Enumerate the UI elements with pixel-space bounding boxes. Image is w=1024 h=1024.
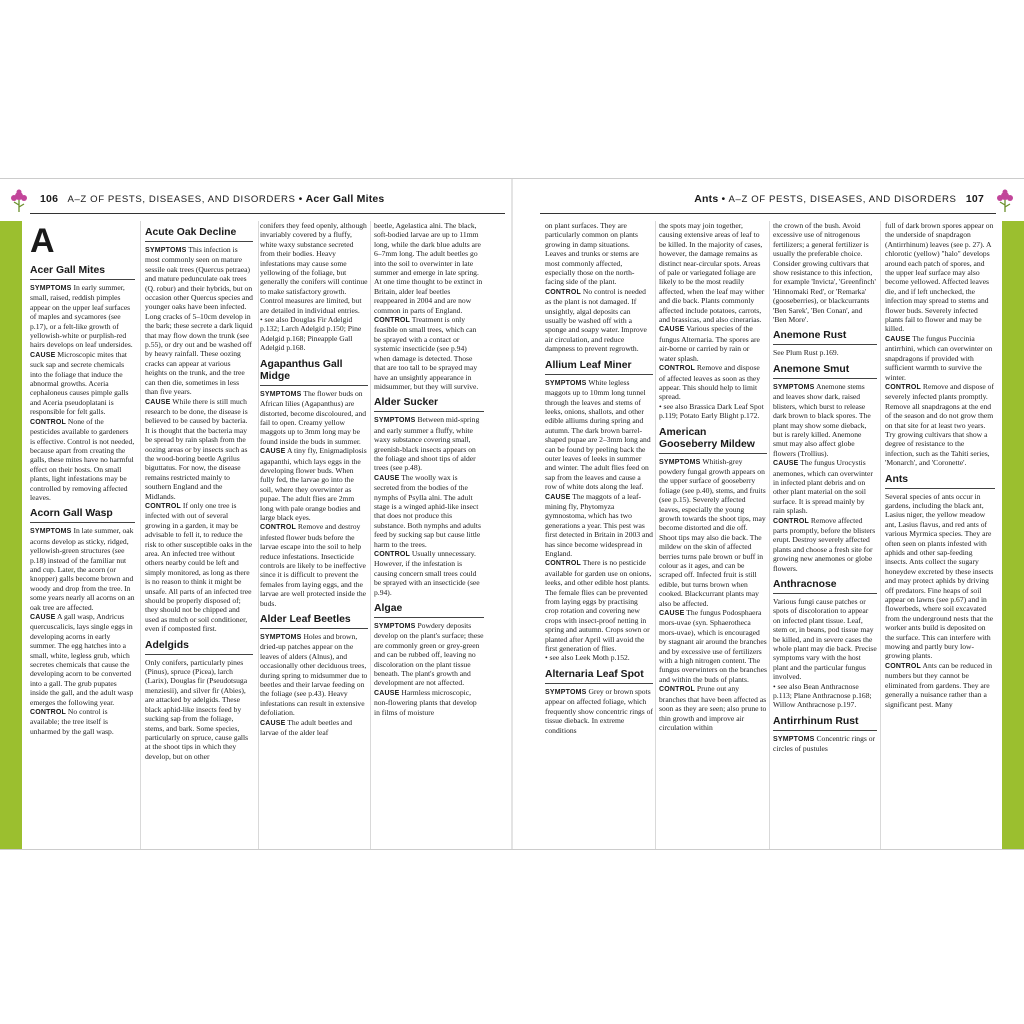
entry-paragraph — [659, 457, 767, 609]
entry-paragraph — [145, 245, 253, 397]
entry-text: Only conifers, particularly pines (Pinus), spruce (Picea), larch (Larix), Douglas fir (Pseudotsuga menziesii), and silver fir (Abies), are attacked by adelgids. These black aphid-like insects feed by sucking sap from the foliage, stems, and bark. Some species, particularly on spruce, cause galls at the shoot tips in which they develop, but on other — [145, 657, 249, 761]
entry-paragraph — [374, 473, 484, 549]
flower-icon — [8, 189, 30, 213]
entry-text: Usually unnecessary. However, if the infestation is causing concern small trees could be sprayed with an insecticide (see p.94). — [374, 549, 480, 597]
entry-paragraph — [145, 501, 253, 634]
entry-paragraph — [30, 283, 135, 350]
entry-paragraph — [260, 522, 368, 608]
right-running-head — [694, 193, 984, 205]
entry-text: full of dark brown spores appear on the underside of snapdragon (Antirrhinum) leaves (see p. 27). A chlorotic (yellow) "halo" develops around each patch of spores, and the upper leaf surface may also become yellowed. Affected leaves die, and if left unchecked, the infection may spread to stems and flower buds. Severely infected plants fail to flower and may be killed. — [885, 221, 994, 334]
entry-label: SYMPTOMS — [374, 417, 416, 425]
entry-paragraph — [374, 688, 484, 717]
entry-text: on plant surfaces. They are particularly common on plants growing in damp situations. Leaves and trunks or stems are most commonly affected, especially those on the north-facing side of the plant. — [545, 221, 639, 287]
book-spread — [0, 178, 1024, 850]
column-7 — [773, 221, 877, 849]
entry-paragraph — [374, 621, 484, 688]
entry-label: CAUSE — [145, 398, 171, 406]
entry-paragraph — [260, 446, 368, 522]
entry-paragraph — [145, 397, 253, 501]
left-page-number: 106 — [40, 193, 59, 205]
entry-heading: Adelgids — [145, 640, 253, 655]
entry-label: CONTROL — [885, 383, 922, 391]
page-gutter — [511, 179, 513, 849]
left-bullet: • — [298, 193, 303, 205]
entry-heading: Acer Gall Mites — [30, 265, 135, 280]
entry-paragraph — [773, 516, 877, 573]
entry-label: CAUSE — [260, 448, 286, 456]
entry-paragraph — [659, 402, 767, 421]
entry-text: Harmless microscopic, non-flowering plants that develop in films of moisture — [374, 687, 477, 717]
entry-heading: Agapanthus Gall Midge — [260, 359, 368, 386]
flower-icon — [994, 189, 1016, 213]
entry-heading: American Gooseberry Mildew — [659, 427, 767, 454]
right-topic: Ants — [694, 193, 719, 205]
entry-paragraph — [545, 378, 653, 492]
entry-label: CAUSE — [374, 474, 400, 482]
entry-heading: Antirrhinum Rust — [773, 716, 877, 731]
entry-paragraph — [885, 334, 995, 382]
entry-text: • see also Brassica Dark Leaf Spot p.119; Potato Early Blight p.172. — [659, 401, 764, 421]
entry-paragraph — [659, 324, 767, 363]
entry-paragraph — [773, 458, 877, 515]
entry-text: Grey or brown spots appear on affected foliage, which frequently show concentric rings of tissue dieback. In extreme conditions — [545, 686, 653, 735]
entry-text: The flower buds on African lilies (Agapanthus) are distorted, become discoloured, and fail to open. Creamy yellow maggots up to 3mm long may be found inside the buds in summer. — [260, 388, 367, 446]
entry-text: The fungus Puccinia antirrhini, which can overwinter on snapdragons if provided with sufficient warmth to survive the winter. — [885, 333, 993, 382]
entry-label: SYMPTOMS — [659, 458, 701, 466]
column-divider — [370, 221, 371, 849]
entry-label: CONTROL — [885, 662, 922, 670]
entry-paragraph — [659, 608, 767, 684]
entry-paragraph — [145, 658, 253, 761]
entry-text: the crown of the bush. Avoid excessive use of nitrogenous fertilizers; a general fertilizer is usually the preferable choice. Consider growing cultivars that show resistance to this infection, for example 'Invicta', 'Greenfinch' 'Hinnomaki Red', or 'Remarka' (gooseberries), or blackcurrants 'Ben Sarek', 'Ben Conan', and 'Ben More'. — [773, 221, 876, 325]
entry-heading: Ants — [885, 474, 995, 489]
entry-paragraph — [773, 734, 877, 754]
column-6 — [659, 221, 767, 849]
entry-label: SYMPTOMS — [30, 285, 72, 292]
entry-text: Remove affected parts promptly, before the blisters erupt. Destroy severely affected plants and choose a fresh site for growing new anemones or globe flowers. — [773, 515, 876, 573]
entry-label: CAUSE — [659, 326, 685, 334]
entry-label: CONTROL — [659, 686, 696, 694]
entry-paragraph — [374, 221, 484, 315]
entry-label: CONTROL — [30, 418, 67, 426]
entry-heading: Alder Leaf Beetles — [260, 614, 368, 629]
entry-paragraph — [374, 549, 484, 597]
entry-text: None of the pesticides available to gardeners is effective. Control is not needed, because apart from creating the galls, these mites have no harmful effect on their hosts. On small plants, light infestations may be controlled by removing affected leaves. — [30, 416, 135, 502]
entry-text: Anemone stems and leaves show dark, raised blisters, which burst to release dark brown to black spores. The plant may show some dieback, but is rarely killed. Anemone smut may also affect globe flowers (Trollius). — [773, 381, 871, 458]
entry-heading: Anthracnose — [773, 579, 877, 594]
entry-label: CONTROL — [260, 524, 297, 532]
entry-paragraph — [30, 417, 135, 503]
entry-paragraph — [773, 221, 877, 324]
entry-text: Remove and destroy infested flower buds before the larvae escape into the soil to help reduce infestations. Insecticide controls are likely to be ineffective since it is difficult to prevent the females from laying eggs, and the larvae are well protected inside the buds. — [260, 522, 367, 608]
entry-label: CONTROL — [773, 517, 810, 525]
entry-text: This infection is most commonly seen on mature sessile oak trees (Quercus petraea) and mature pedunculate oak trees (Q. robur) and their hybrids, but on occasion other Quercus species and younger oaks have been infected. Long cracks of 5–10cm develop in the bark; these secrete a dark liquid that may flow down the trunk (see p.55), or dry out and be washed off by heavy rainfall. These oozing cracks can appear at various heights on the trunk, and the tree can then die, sometimes in less than five years. — [145, 245, 253, 397]
entry-label: CAUSE — [773, 460, 799, 468]
entry-heading: Allium Leaf Miner — [545, 360, 653, 375]
entry-text: White legless maggots up to 10mm long tunnel through the leaves and stems of leeks, onions, shallots, and other edible alliums during spring and autumn. The dark brown barrel-shaped pupae are 2–3mm long and can be found by peeling back the outer leaves of leeks in summer and winter. The adult flies feed on sap from the leaves and cause a row of white dots along the leaf. — [545, 377, 651, 492]
entry-text: • see also Douglas Fir Adelgid p.132; Larch Adelgid p.150; Pine Adelgid p.168; Pineapple Gall Adelgid p.168. — [260, 315, 362, 353]
left-thumb-tab — [0, 221, 22, 849]
entry-text: There is no pesticide available for garden use on onions, leeks, and other edible host plants. The female flies can be prevented from laying eggs by practising crop rotation and covering new crops with insect-proof netting in spring and autumn. Crops sown or planted after April will avoid the first generation of flies. — [545, 558, 652, 654]
entry-heading: Anemone Rust — [773, 330, 877, 345]
entry-text: The fungus Podosphaera mors-uvae (syn. Sphaerotheca mors-uvae), which is encouraged by stagnant air around the branches and by excessive use of fertilizers with a high nitrogen content. The fungus overwinters on the branches and within the buds of plants. — [659, 608, 767, 684]
entry-paragraph — [545, 492, 653, 559]
entry-label: CONTROL — [374, 551, 411, 558]
entry-text: While there is still much research to be done, the disease is believed to be caused by bacteria. It is thought that the bacteria may be spread by rain splash from the oozing areas or by insects such as the wood-boring beetle Agrilus biguttatus. For now, the disease remains restricted mainly to southern England and the Midlands. — [145, 396, 248, 501]
entry-text: No control is available; the tree itself is unharmed by the gall wasp. — [30, 707, 114, 736]
entry-label: CONTROL — [145, 502, 182, 510]
entry-paragraph — [30, 707, 135, 736]
entry-label: SYMPTOMS — [30, 528, 72, 536]
entry-text: A gall wasp, Andricus quercuscalicis, lays single eggs in developing acorns in early summer. The egg hatches into a small, white, legless grub, which secretes chemicals that cause the developing acorn to be converted into a gall. The grub pupates inside the gall, and the adult wasp emerges the following year. — [30, 612, 134, 707]
entry-text: Between mid-spring and early summer a fluffy, white waxy substance covering small, greenish-black insects appears on the foliage and shoot tips of alder trees (see p.48). — [374, 415, 480, 473]
column-8 — [885, 221, 995, 849]
entry-text: In early summer, small, raised, reddish pimples appear on the upper leaf surfaces of maples and sycamores (see p.17), or a felt-like growth of yellowish-white or purplish-red hairs develops on leaf undersides. — [30, 283, 133, 350]
entry-label: SYMPTOMS — [545, 688, 587, 696]
entry-label: SYMPTOMS — [260, 634, 302, 642]
column-1 — [30, 221, 135, 849]
entry-paragraph — [260, 389, 368, 446]
entry-label: CAUSE — [30, 614, 56, 621]
section-letter: A — [30, 222, 55, 260]
entry-heading: Alternaria Leaf Spot — [545, 669, 653, 684]
column-5 — [545, 221, 653, 849]
entry-label: SYMPTOMS — [145, 247, 187, 254]
right-thumb-tab — [1002, 221, 1024, 849]
entry-label: CAUSE — [260, 719, 286, 727]
entry-text: Holes and brown, dried-up patches appear on the leaves of alders (Alnus), and occasionally other deciduous trees, during spring to midsummer due to beetles and their larvae feeding on the foliage (see p.43). Heavy infestations can result in extensive defoliation. — [260, 632, 368, 718]
entry-paragraph — [545, 687, 653, 735]
entry-paragraph — [885, 492, 995, 661]
entry-paragraph — [885, 221, 995, 334]
entry-paragraph — [885, 661, 995, 709]
entry-paragraph — [545, 221, 653, 287]
column-3 — [260, 221, 368, 849]
entry-heading: Acute Oak Decline — [145, 227, 253, 242]
right-bullet: • — [721, 193, 726, 205]
entry-heading: Anemone Smut — [773, 364, 877, 379]
entry-text: If only one tree is infected with out of several growing in a garden, it may be advisable to fell it, to reduce the risk to other susceptible oaks in the area. An infected tree without others nearby could be left and simply monitored, as long as there is no reason to think it might be unsafe. All parts of an infected tree should be properly disposed of; they should not be chipped and used as mulch or soil conditioner, even if composted first. — [145, 500, 253, 634]
entry-paragraph — [30, 526, 135, 612]
entry-paragraph — [374, 415, 484, 472]
entry-label: CONTROL — [545, 560, 582, 568]
entry-paragraph — [545, 558, 653, 653]
entry-text: The woolly wax is secreted from the bodies of the nymphs of Psylla alni. The adult stage is a winged aphid-like insect that does not produce this substance. Both nymphs and adults feed by sucking sap but cause little harm to the trees. — [374, 472, 481, 549]
entry-text: Ants can be reduced in numbers but they cannot be eliminated from gardens. They are generally a nuisance rather than a significant pest. Many — [885, 660, 993, 709]
entry-paragraph — [30, 612, 135, 707]
entry-label: SYMPTOMS — [374, 623, 416, 631]
entry-text: • see also Bean Anthracnose p.113; Plane Anthracnose p.168; Willow Anthracnose p.197. — [773, 681, 872, 710]
entry-label: CAUSE — [30, 351, 56, 359]
right-section-title: A–Z OF PESTS, DISEASES, AND DISORDERS — [728, 194, 957, 205]
entry-text: • see also Leek Moth p.152. — [545, 653, 630, 663]
entry-text: Remove and dispose of affected leaves as soon as they appear. This should help to limit spread. — [659, 363, 761, 402]
entry-paragraph — [260, 718, 368, 738]
entry-text: Remove and dispose of severely infected plants promptly. Remove all snapdragons at the end of the season and do not grow them on that site for at least two years. Try growing cultivars that show a degree of resistance to the infection, such as the Tahiti series, 'Monarch', and 'Coronette'. — [885, 381, 994, 468]
entry-paragraph — [773, 682, 877, 710]
entry-label: CAUSE — [885, 335, 911, 343]
entry-paragraph — [260, 632, 368, 718]
column-divider — [258, 221, 259, 849]
entry-text: Whitish-grey powdery fungal growth appears on the upper surface of gooseberry foliage (see p.40), stems, and fruits (see p.15). Severely affected leaves, especially the young growth towards the shoot tips, may become distorted and die off. Shoot tips may also die back. The mildew on the skin of affected berries turns pale brown or buff in colour as it ages, and can be scraped off. Infected fruit is still edible, but turns brown when cooked. Blackcurrant plants may also be affected. — [659, 456, 766, 608]
column-divider — [655, 221, 656, 849]
entry-text: Various fungi cause patches or spots of discoloration to appear on infected plant tissue. Leaf, stem or, in beans, pod tissue may be killed, and in severe cases the whole plant may die back. Precise symptoms vary with the host plant and the particular fungus involved. — [773, 597, 877, 682]
entry-text: No control is needed as the plant is not damaged. If unsightly, algal deposits can usually be washed off with a sponge and soapy water. Improve air circulation, and reduce dampness to prevent regrowth. — [545, 286, 647, 354]
entry-text: Powdery deposits develop on the plant's surface; these are commonly green or grey-green and can be rubbed off, leaving no discoloration on the plant tissue beneath. The plant's growth and development are not affected. — [374, 621, 484, 688]
entry-text: Several species of ants occur in gardens, including the black ant, Lasius niger, the yellow meadow ant, Lasius flavus, and red ants of various Myrmica species. They are often seen on plants infested with aphids and other sap-feeding insects. Ants collect the sugary honeydew excreted by these insects and may protect aphids by driving off predators. Fine heaps of soil appear on lawns (see p.67) and in flowerbeds, where soil excavated from the underground nests that the worker ants build is deposited on the surface. This can interfere with mowing and partly bury low-growing plants. — [885, 491, 994, 661]
entry-label: SYMPTOMS — [545, 379, 587, 387]
entry-paragraph — [659, 363, 767, 402]
entry-paragraph — [374, 315, 484, 391]
entry-label: CAUSE — [374, 689, 400, 697]
left-running-head — [40, 193, 384, 205]
entry-label: CONTROL — [374, 317, 411, 325]
entry-text: Various species of the fungus Alternaria. The spores are air-borne or carried by rain or water splash. — [659, 324, 760, 363]
entry-text: Concentric rings or circles of pustules — [773, 733, 876, 754]
entry-label: SYMPTOMS — [773, 735, 815, 743]
entry-heading: Algae — [374, 603, 484, 618]
entry-paragraph — [773, 597, 877, 682]
entry-paragraph — [545, 287, 653, 354]
entry-text: In late summer, oak acorns develop as sticky, ridged, yellowish-green structures (see p.18) instead of the familiar nut and cup. Later, the acorn (or knopper) galls become brown and woody and drop from the tree. In some years nearly all acorns on an oak tree are affected. — [30, 526, 135, 612]
entry-paragraph — [545, 653, 653, 662]
entry-text: the spots may join together, causing extensive areas of leaf to be killed. In the majority of cases, however, the damage remains as distinct near-circular spots. Areas of pale or variegated foliage are likely to be the most readily affected, when the leaf may wither and die back. Plants commonly affected include potatoes, carrots, and brassicas, and also cinerarias. — [659, 221, 765, 325]
entry-label: CAUSE — [545, 493, 571, 501]
entry-paragraph — [260, 315, 368, 353]
entry-label: CONTROL — [30, 709, 67, 717]
left-section-title: A–Z OF PESTS, DISEASES, AND DISORDERS — [67, 194, 296, 205]
entry-text: The fungus Urocystis anemones, which can overwinter in infected plant debris and on other plant material on the soil surface. It is spread mainly by rain splash. — [773, 458, 873, 516]
entry-text: The maggots of a leaf-mining fly, Phytomyza gymnostoma, which has two generations a year. This pest was first detected in Britain in 2003 and has since become widespread in England. — [545, 491, 653, 558]
column-divider — [880, 221, 881, 849]
entry-heading: Alder Sucker — [374, 397, 484, 412]
entry-text: See Plum Rust p.169. — [773, 348, 839, 358]
entry-label: CONTROL — [545, 288, 582, 296]
right-head-rule — [540, 213, 996, 214]
entry-text: conifers they feed openly, although invariably covered by a fluffy, white waxy substance secreted from their bodies. Heavy infestations may cause some yellowing of the foliage, but generally the conifers will continue to make satisfactory growth. Control measures are limited, but are detailed in individual entries. — [260, 221, 368, 315]
right-page-number: 107 — [965, 193, 984, 205]
entry-paragraph — [30, 350, 135, 417]
entry-paragraph — [659, 221, 767, 324]
entry-paragraph — [773, 382, 877, 458]
entry-paragraph — [773, 348, 877, 357]
entry-text: A tiny fly, Enigmadiplosis agapanthi, which lays eggs in the developing flower buds. When fully fed, the larvae go into the soil, where they overwinter as pupae. The adult flies are 2mm long with pale orange bodies and large black eyes. — [260, 446, 367, 522]
left-head-rule — [30, 213, 505, 214]
entry-label: SYMPTOMS — [260, 390, 302, 398]
entry-paragraph — [659, 684, 767, 732]
column-divider — [140, 221, 141, 849]
entry-text: Treatment is only feasible on small trees, which can be sprayed with a contact or systemic insecticide (see p.94) when damage is detected. Those that are too tall to be sprayed may have an unsightly appearance in midsummer, but they will survive. — [374, 315, 479, 391]
column-divider — [769, 221, 770, 849]
entry-heading: Acorn Gall Wasp — [30, 508, 135, 523]
entry-label: CAUSE — [659, 610, 685, 618]
column-4 — [374, 221, 484, 849]
entry-text: Microscopic mites that suck sap and secrete chemicals into the foliage that induce the abnormal growths. Aceria cephaloneus causes pimple galls and Aceria pseudoplatani is responsible for felt galls. — [30, 349, 129, 417]
column-2 — [145, 221, 253, 849]
left-topic: Acer Gall Mites — [305, 193, 385, 205]
entry-label: SYMPTOMS — [773, 383, 815, 391]
entry-text: Prune out any branches that have been affected as soon as they are seen; also prune to thin growth and improve air circulation within — [659, 684, 767, 732]
entry-paragraph — [885, 382, 995, 468]
entry-text: The adult beetles and larvae of the alder leaf — [260, 717, 353, 738]
entry-paragraph — [260, 221, 368, 315]
entry-text: beetle, Agelastica alni. The black, soft-bodied larvae are up to 11mm long, while the dark blue adults are 6–7mm long. The adult beetles go into the soil to overwinter in late summer and emerge in late spring. At one time thought to be extinct in Britain, alder leaf beetles reappeared in 2004 and are now common in parts of England. — [374, 221, 483, 315]
entry-label: CONTROL — [659, 365, 696, 373]
